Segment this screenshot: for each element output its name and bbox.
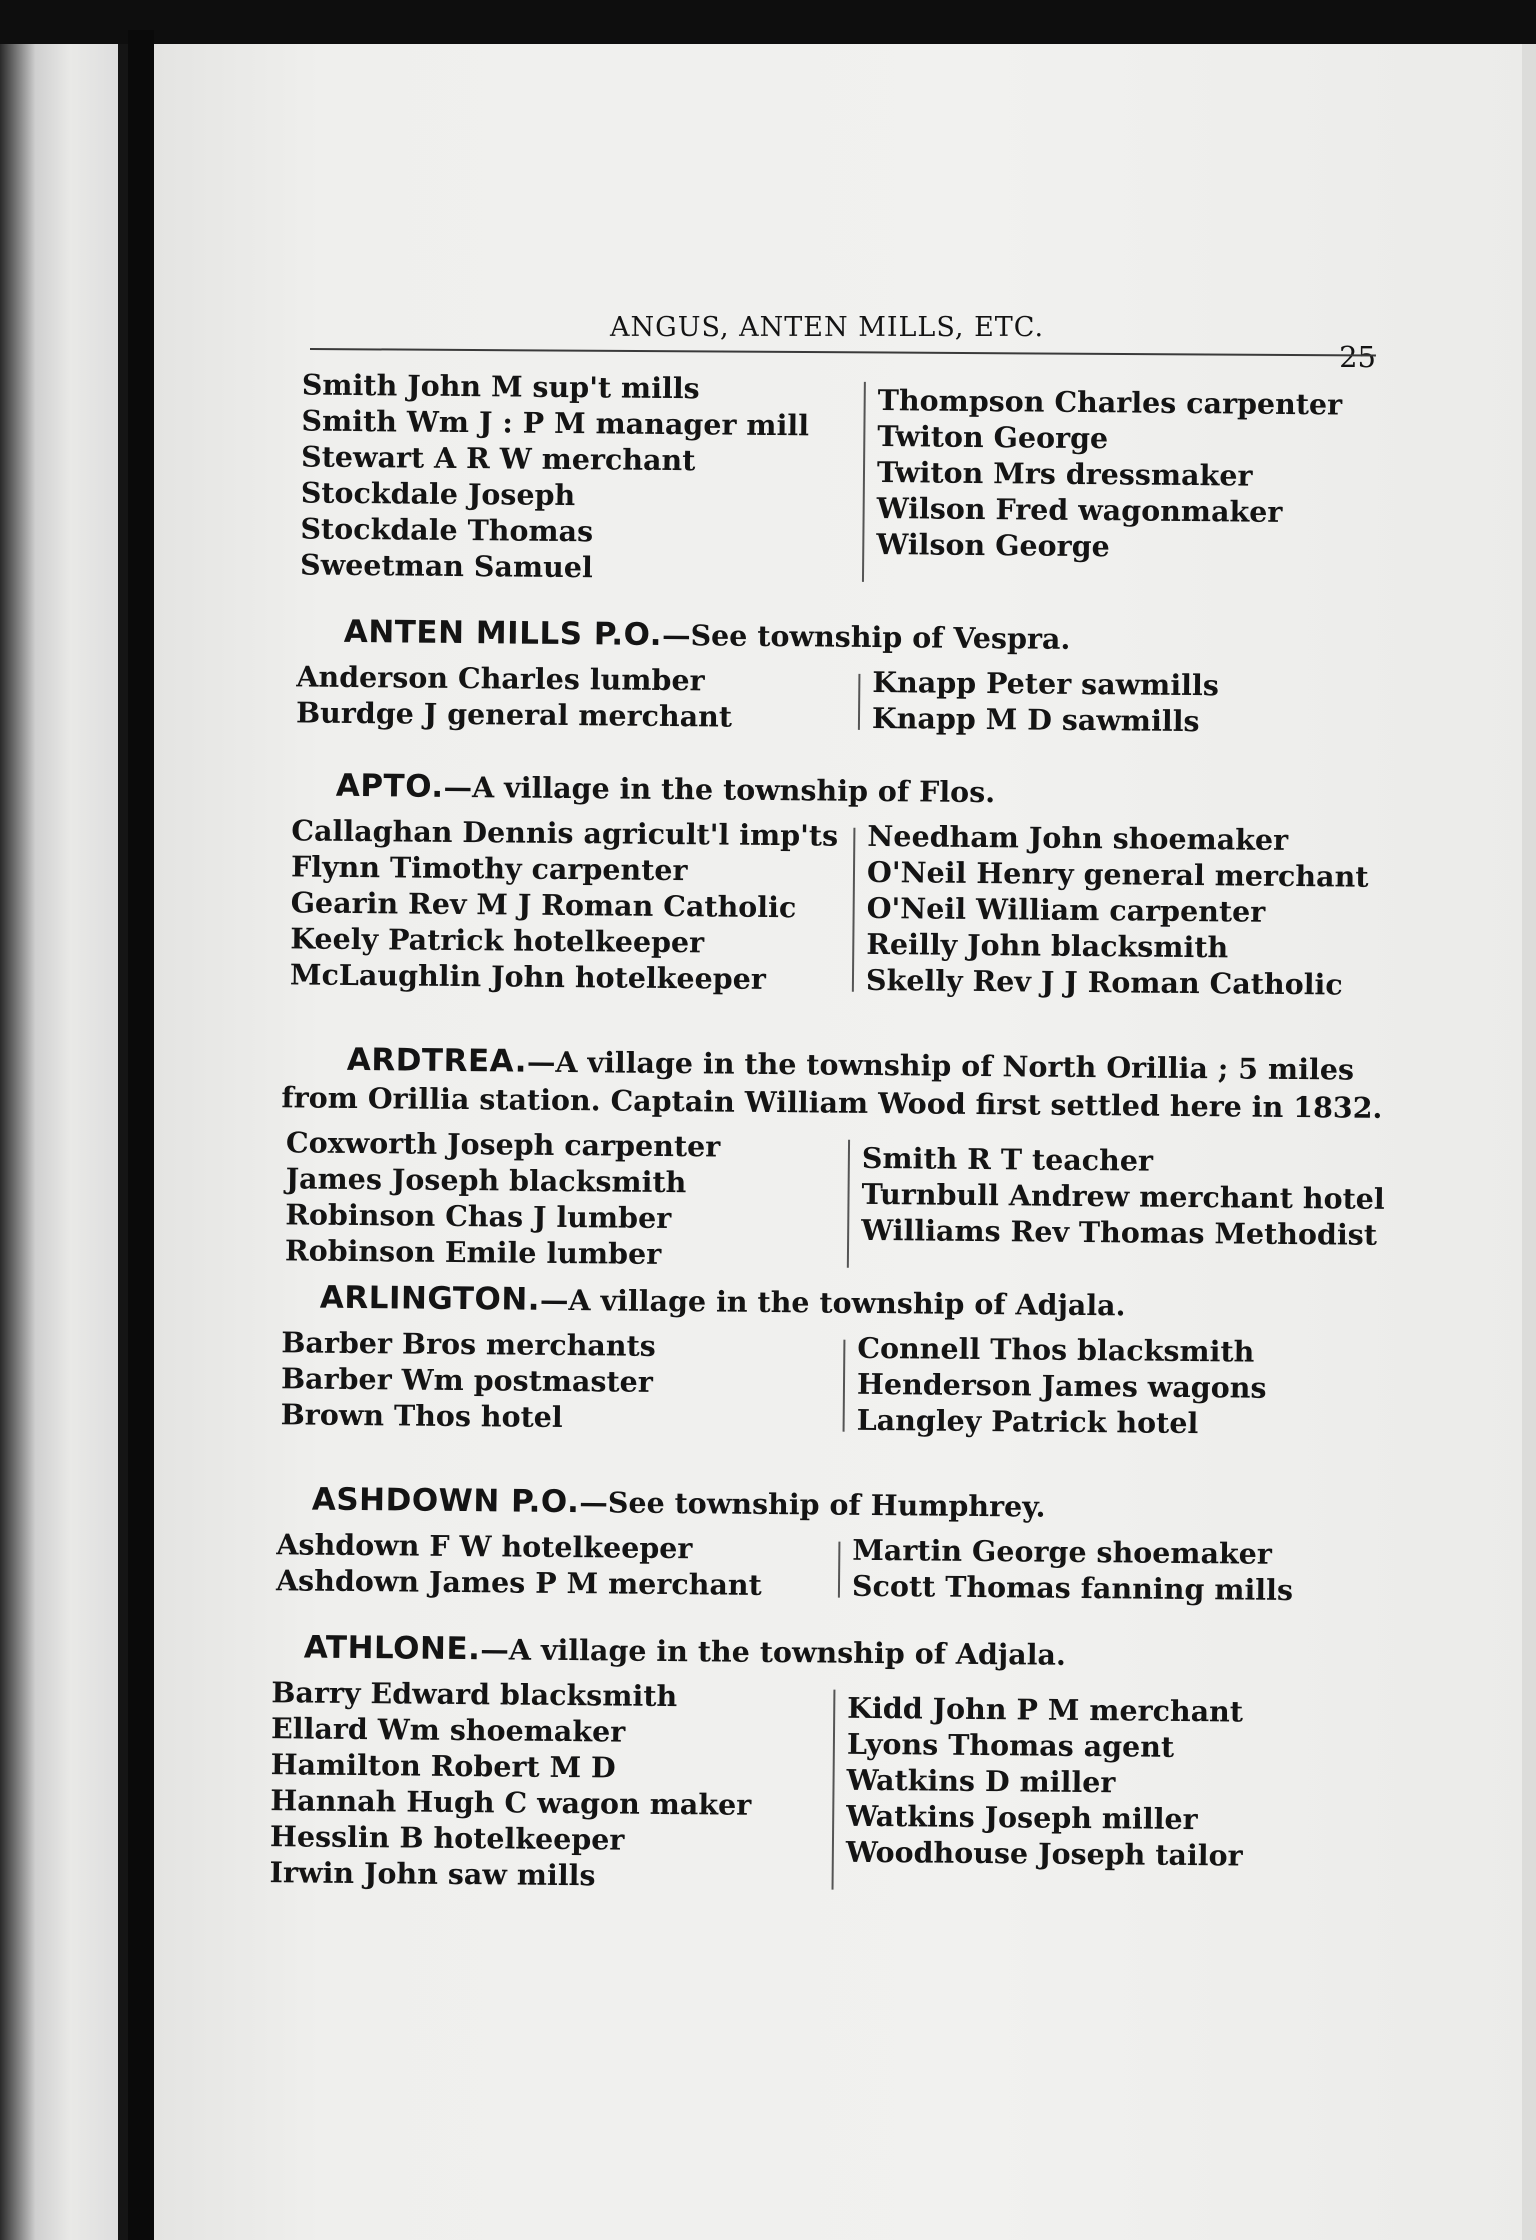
directory-entry: Smith R T teacher <box>861 1140 1154 1178</box>
directory-entry: Keely Patrick hotelkeeper <box>290 921 705 960</box>
directory-entry: Ellard Wm shoemaker <box>270 1711 626 1749</box>
section-2 <box>251 612 1413 741</box>
directory-entry: Burdge J general merchant <box>295 695 733 734</box>
column-divider <box>852 828 856 992</box>
directory-entry: Stockdale Thomas <box>300 511 594 549</box>
directory-entry: Henderson James wagons <box>856 1366 1267 1405</box>
right-column <box>856 1330 1397 1443</box>
entries-columns <box>250 812 1408 1003</box>
directory-entry: Knapp M D sawmills <box>871 700 1200 739</box>
place-name: ANTEN MILLS P.O. <box>343 613 663 653</box>
place-name: APTO. <box>335 767 444 805</box>
directory-entry: Watkins Joseph miller <box>846 1798 1198 1837</box>
section-1 <box>250 366 1418 593</box>
entries-columns <box>251 1324 1398 1443</box>
left-column <box>296 658 847 735</box>
scan-left-margin <box>0 44 118 2240</box>
place-name: ASHDOWN P.O. <box>311 1481 580 1521</box>
directory-entry: Twiton George <box>877 419 1109 456</box>
entries-columns <box>250 366 1418 593</box>
directory-entry: Gearin Rev M J Roman Catholic <box>290 885 797 925</box>
section-4 <box>250 1040 1403 1279</box>
directory-entry: Williams Rev Thomas Methodist <box>861 1212 1378 1252</box>
directory-entry: Needham John shoemaker <box>867 818 1289 857</box>
right-column <box>876 372 1418 593</box>
directory-entry: Coxworth Joseph carpenter <box>285 1125 721 1164</box>
directory-entry: Barber Bros merchants <box>281 1325 656 1363</box>
left-column <box>281 1324 832 1437</box>
directory-entry: Smith Wm J : P M manager mill <box>301 403 810 443</box>
directory-entry: Thompson Charles carpenter <box>877 383 1343 422</box>
column-divider <box>862 382 866 582</box>
directory-entry: Stockdale Joseph <box>300 475 576 513</box>
place-name: ATHLONE. <box>303 1629 481 1668</box>
column-divider <box>832 1690 836 1890</box>
directory-entry: Skelly Rev J J Roman Catholic <box>865 962 1343 1002</box>
page-header <box>310 300 1376 374</box>
directory-entry: O'Neil Henry general merchant <box>866 854 1369 894</box>
left-column <box>290 812 842 997</box>
directory-entry: Connell Thos blacksmith <box>857 1330 1255 1369</box>
directory-entry: Flynn Timothy carpenter <box>290 849 688 888</box>
directory-entry: Hannah Hugh C wagon maker <box>270 1783 752 1822</box>
directory-entry: Ashdown F W hotelkeeper <box>276 1527 693 1566</box>
entries-columns <box>251 658 1413 741</box>
directory-entry: Barry Edward blacksmith <box>271 1675 678 1714</box>
directory-entry: Barber Wm postmaster <box>280 1361 653 1399</box>
directory-entry: Robinson Chas J lumber <box>285 1197 672 1236</box>
directory-entry: Martin George shoemaker <box>852 1532 1273 1571</box>
directory-entry: Ashdown James P M merchant <box>275 1563 762 1602</box>
directory-entry: Irwin John saw mills <box>269 1855 596 1893</box>
directory-entry: Reilly John blacksmith <box>866 926 1229 965</box>
scan-top-border <box>0 0 1536 44</box>
left-column <box>276 1526 827 1603</box>
entries-columns <box>249 1674 1387 1901</box>
directory-entry: Kidd John P M merchant <box>847 1690 1244 1729</box>
left-column <box>300 366 852 587</box>
directory-entry: Hamilton Robert M D <box>270 1747 616 1785</box>
column-divider <box>858 674 861 730</box>
place-description: —See township of Humphrey. <box>579 1485 1046 1524</box>
place-description: —A village in the township of Flos. <box>443 769 996 810</box>
directory-entry: Langley Patrick hotel <box>856 1402 1199 1441</box>
book-spine-shadow <box>128 30 154 2240</box>
directory-entry: Robinson Emile lumber <box>284 1233 662 1271</box>
directory-entry: Scott Thomas fanning mills <box>851 1568 1294 1607</box>
place-description: —A village in the township of Adjala. <box>480 1632 1067 1672</box>
directory-entry: Woodhouse Joseph tailor <box>845 1834 1243 1873</box>
right-column <box>845 1680 1387 1901</box>
right-column <box>872 664 1413 741</box>
directory-entry: James Joseph blacksmith <box>285 1161 687 1200</box>
directory-entry: Lyons Thomas agent <box>846 1726 1175 1764</box>
directory-entry: Brown Thos hotel <box>280 1397 563 1434</box>
entries-columns <box>250 1124 1402 1279</box>
entries-columns <box>251 1526 1393 1609</box>
section-5 <box>251 1278 1398 1443</box>
directory-entry: Smith John M sup't mills <box>301 367 700 406</box>
left-column <box>269 1674 821 1895</box>
directory-entry: Knapp Peter sawmills <box>872 664 1220 703</box>
place-description: —A village in the township of North Orillia ; 5 miles <box>526 1044 1355 1087</box>
directory-entry: Anderson Charles lumber <box>296 659 705 698</box>
directory-entry: Wilson George <box>876 527 1110 564</box>
right-column <box>866 818 1408 1003</box>
place-description: —See township of Vespra. <box>661 617 1071 656</box>
right-column <box>852 1532 1393 1609</box>
section-6 <box>251 1480 1393 1609</box>
column-divider <box>847 1140 850 1268</box>
directory-entry: Sweetman Samuel <box>299 547 593 585</box>
column-divider <box>838 1542 841 1598</box>
left-column <box>285 1124 836 1273</box>
directory-entry: Watkins D miller <box>846 1762 1116 1800</box>
place-description-continued: from Orillia station. Captain William Wood first settled here in 1832. <box>281 1080 1383 1125</box>
place-name: ARDTREA. <box>346 1041 528 1080</box>
directory-entry: Hesslin B hotelkeeper <box>269 1819 625 1857</box>
directory-entry: Twiton Mrs dressmaker <box>876 455 1253 493</box>
directory-entry: Turnbull Andrew merchant hotel <box>861 1176 1385 1216</box>
place-name: ARLINGTON. <box>319 1279 541 1318</box>
place-description: —A village in the township of Adjala. <box>539 1282 1126 1323</box>
right-column <box>861 1130 1402 1279</box>
page-number: 25 <box>1339 340 1376 374</box>
directory-entry: Wilson Fred wagonmaker <box>876 491 1283 529</box>
directory-entry: Callaghan Dennis agricult'l imp'ts <box>291 813 839 853</box>
section-7 <box>249 1628 1387 1901</box>
directory-entry: O'Neil William carpenter <box>866 890 1266 929</box>
directory-entry: McLaughlin John hotelkeeper <box>289 957 767 996</box>
running-title: ANGUS, ANTEN MILLS, ETC. <box>610 312 1045 343</box>
section-3 <box>250 766 1408 1003</box>
directory-entry: Stewart A R W merchant <box>300 439 696 478</box>
column-divider <box>843 1340 846 1432</box>
